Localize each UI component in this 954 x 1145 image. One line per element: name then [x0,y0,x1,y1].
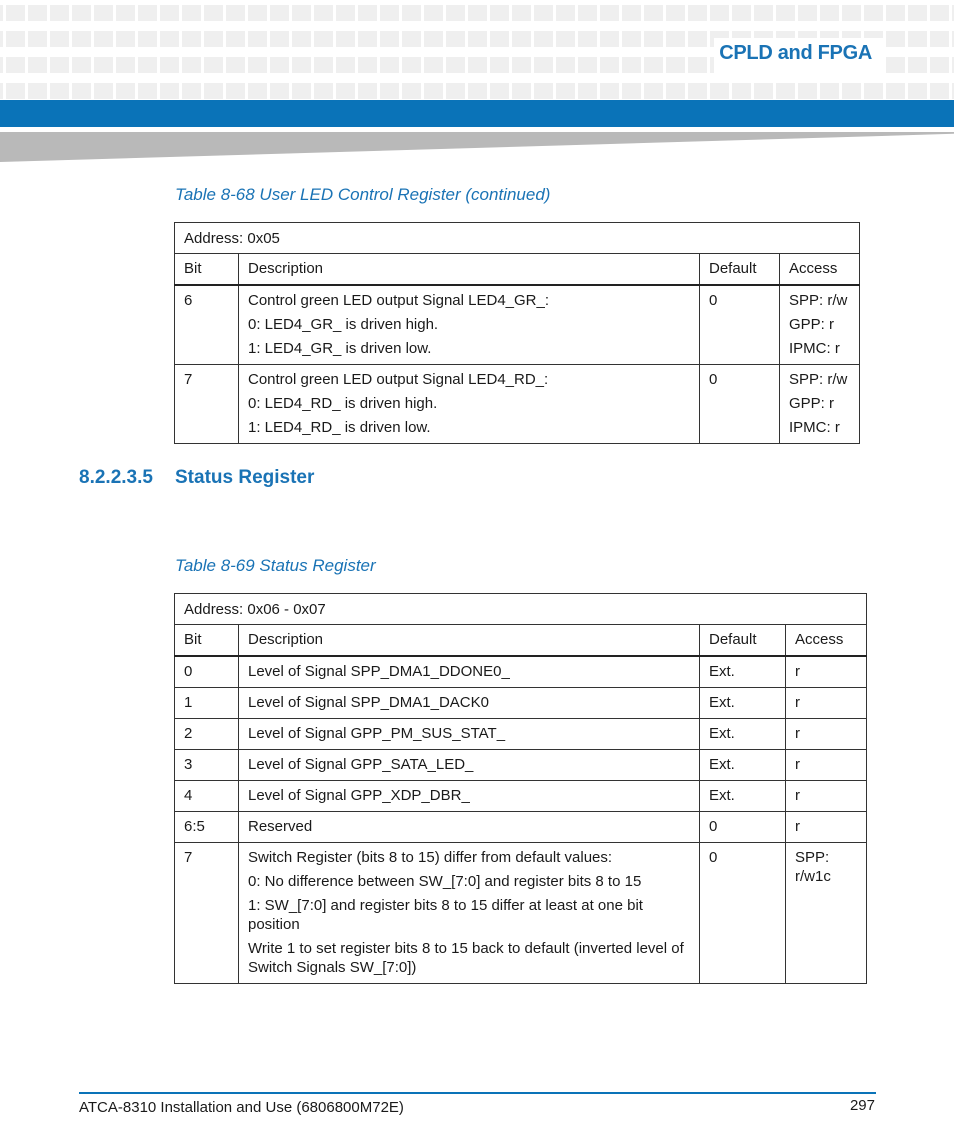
access-line: IPMC: r [789,419,840,436]
access-cell: r [786,750,867,781]
section-title: Status Register [175,467,315,488]
table1-header-bit: Bit [175,254,239,286]
access-cell: r [786,719,867,750]
description-line: Control green LED output Signal LED4_RD_: [248,371,549,388]
description-line: Write 1 to set register bits 8 to 15 back to default (inverted level of Switch Signals SW_[7:0]) [248,940,684,976]
default-cell: Ext. [700,750,786,781]
description-line: Control green LED output Signal LED4_GR_: [248,292,550,309]
section-number: 8.2.2.3.5 [79,467,153,488]
table-row [175,285,860,365]
access-cell: r [786,656,867,688]
description-line: Switch Register (bits 8 to 15) differ from default values: [248,849,613,866]
description-line: 0: LED4_RD_ is driven high. [248,395,438,412]
table2-header-row [175,625,867,657]
table2-header-default: Default [700,625,786,657]
description-line: 1: LED4_GR_ is driven low. [248,340,432,357]
header-blue-band [0,100,954,127]
table2-address: Address: 0x06 - 0x07 [175,594,867,625]
table1-caption: Table 8-68 User LED Control Register (continued) [175,185,551,204]
bit-cell: 6 [175,285,239,365]
page-number: 297 [849,1097,875,1114]
description-line: 0: No difference between SW_[7:0] and register bits 8 to 15 [248,873,642,890]
description-cell: Level of Signal SPP_DMA1_DACK0 [239,688,700,719]
description-line: 0: LED4_GR_ is driven high. [248,316,439,333]
table-row [175,365,860,444]
description-line: 1: SW_[7:0] and register bits 8 to 15 differ at least at one bit position [248,897,643,933]
default-cell: Ext. [700,688,786,719]
table1-header-access: Access [780,254,860,286]
access-cell: r [786,688,867,719]
default-cell: Ext. [700,719,786,750]
access-line: GPP: r [789,316,835,333]
table-row [175,719,867,750]
bit-cell: 7 [175,843,239,984]
table-row [175,688,867,719]
table-row [175,843,867,984]
table-row [175,750,867,781]
table1-header-row [175,254,860,286]
access-line: SPP: r/w [789,371,848,388]
bit-cell: 1 [175,688,239,719]
description-cell: Reserved [239,812,700,843]
access-cell [780,285,860,365]
default-cell: Ext. [700,656,786,688]
access-line: SPP: r/w [789,292,848,309]
footer-document-title: ATCA-8310 Installation and Use (6806800M72E) [79,1099,404,1116]
chapter-title: CPLD and FPGA [719,42,872,64]
table2-header-description: Description [239,625,700,657]
access-cell [780,365,860,444]
default-cell: 0 [700,285,780,365]
description-cell [239,843,700,984]
section-heading [79,467,314,489]
bit-cell: 3 [175,750,239,781]
table1-address: Address: 0x05 [175,223,860,254]
default-cell: 0 [700,843,786,984]
description-cell [239,285,700,365]
bit-cell: 7 [175,365,239,444]
access-line: GPP: r [789,395,835,412]
bit-cell: 4 [175,781,239,812]
description-cell: Level of Signal GPP_PM_SUS_STAT_ [239,719,700,750]
access-cell: r [786,781,867,812]
table-row [175,656,867,688]
bit-cell: 2 [175,719,239,750]
description-cell [239,365,700,444]
table2-caption: Table 8-69 Status Register [175,556,376,575]
description-cell: Level of Signal GPP_XDP_DBR_ [239,781,700,812]
table2-header-access: Access [786,625,867,657]
description-cell: Level of Signal SPP_DMA1_DDONE0_ [239,656,700,688]
default-cell: Ext. [700,781,786,812]
table2-header-bit: Bit [175,625,239,657]
table-status-register [174,593,867,984]
access-cell: SPP: r/w1c [786,843,867,984]
footer-divider [79,1092,876,1094]
description-line: 1: LED4_RD_ is driven low. [248,419,431,436]
table-user-led-control [174,222,860,444]
access-line: IPMC: r [789,340,840,357]
table-row [175,812,867,843]
bit-cell: 6:5 [175,812,239,843]
default-cell: 0 [700,365,780,444]
bit-cell: 0 [175,656,239,688]
access-cell: r [786,812,867,843]
default-cell: 0 [700,812,786,843]
table1-header-description: Description [239,254,700,286]
table1-header-default: Default [700,254,780,286]
table-row [175,781,867,812]
description-cell: Level of Signal GPP_SATA_LED_ [239,750,700,781]
header-gray-band [0,132,954,162]
